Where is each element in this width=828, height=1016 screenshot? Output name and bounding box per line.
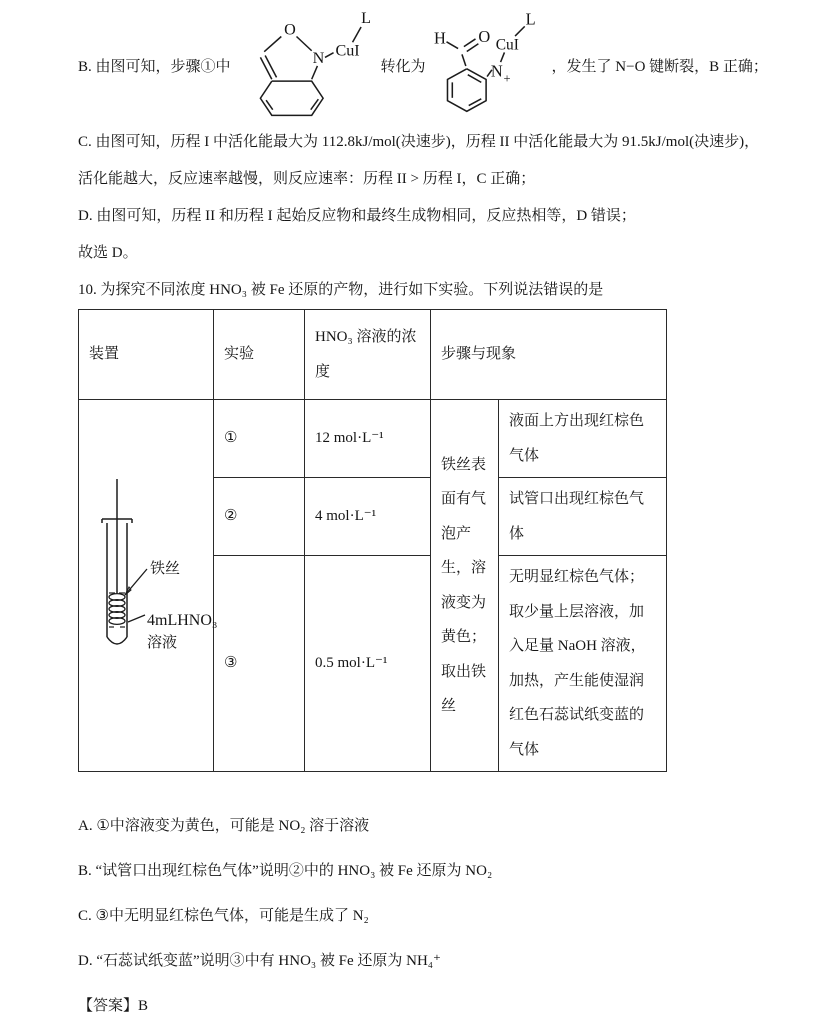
experiment-no-3: ③	[214, 556, 305, 772]
concentration-2: 4 mol·L⁻¹	[305, 478, 431, 556]
atom-cui: CuI	[495, 36, 519, 54]
solution-label-line2: 溶液	[147, 634, 178, 651]
concentration-3: 0.5 mol·L⁻¹	[305, 556, 431, 772]
atom-plus: +	[503, 71, 511, 86]
options-list	[78, 816, 818, 971]
wire-label: 铁丝	[150, 560, 181, 577]
option-d: D. “石蕊试纸变蓝”说明③中有 HNO₃ 被 Fe 还原为 NH₄⁺	[78, 953, 441, 969]
experiment-table	[78, 309, 667, 772]
answer-line: 【答案】B	[78, 998, 149, 1014]
solution-line-b	[78, 8, 818, 122]
merged-steps-cell: 铁丝表面有气泡产生，溶液变为黄色；取出铁丝	[431, 400, 499, 772]
solution-label-line1: 4mLHNO₃	[147, 611, 218, 629]
option-b: B. “试管口出现红棕色气体”说明②中的 HNO₃ 被 Fe 还原为 NO₂	[78, 863, 493, 879]
question-stem: 10. 为探究不同浓度 HNO₃ 被 Fe 还原的产物，进行如下实验。下列说法错误的是	[78, 282, 604, 298]
header-experiment: 实验	[214, 310, 305, 400]
device-cell	[79, 400, 218, 772]
phenomenon-1: 液面上方出现红棕色气体	[499, 400, 667, 478]
table-row	[79, 400, 667, 478]
atom-o: O	[477, 26, 490, 46]
experiment-no-1: ①	[214, 400, 305, 478]
solution-line-b-convert: 转化为	[380, 58, 426, 75]
header-concentration: HNO₃ 溶液的浓度	[305, 310, 431, 400]
structure-anthranil-cui-icon	[235, 8, 377, 122]
phenomenon-2: 试管口出现红棕色气体	[499, 478, 667, 556]
structure-benzaldehyde-n-cui-icon	[430, 9, 548, 121]
atom-o: O	[283, 21, 296, 39]
option-c: C. ③中无明显红棕色气体，可能是生成了 N₂	[78, 908, 369, 924]
solution-conclusion: 故选 D。	[78, 245, 138, 261]
concentration-1: 12 mol·L⁻¹	[305, 400, 431, 478]
atom-l: L	[525, 9, 536, 29]
atom-h: H	[433, 28, 446, 48]
table-header-row	[79, 310, 667, 400]
solution-line-b-suffix: ，发生了 N−O 键断裂，B 正确；	[551, 58, 768, 75]
atom-cui: CuI	[334, 42, 360, 60]
atom-l: L	[360, 10, 371, 28]
solution-line-d: D. 由图可知，历程 II 和历程 I 起始反应物和最终生成物相同，反应热相等，D 错误；	[78, 208, 636, 224]
option-a: A. ①中溶液变为黄色，可能是 NO₂ 溶于溶液	[78, 818, 370, 834]
atom-n: N	[490, 61, 503, 81]
solution-line-c1: C. 由图可知，历程 I 中活化能最大为 112.8kJ/mol(决速步)，历程 II 中活化能最大为 91.5kJ/mol(决速步)，	[78, 134, 760, 150]
solution-line-b-prefix: B. 由图可知，步骤①中	[78, 58, 231, 75]
phenomenon-3: 无明显红棕色气体；取少量上层溶液，加入足量 NaOH 溶液，加热，产生能使湿润红色石蕊试纸变蓝的气体	[499, 556, 667, 772]
experiment-no-2: ②	[214, 478, 305, 556]
atom-n: N	[312, 50, 324, 68]
test-tube-apparatus-icon	[89, 475, 220, 683]
header-device: 装置	[79, 310, 214, 400]
header-steps: 步骤与现象	[431, 310, 667, 400]
solution-line-c2: 活化能越大，反应速率越慢，则反应速率：历程 II > 历程 I，C 正确；	[78, 171, 536, 187]
